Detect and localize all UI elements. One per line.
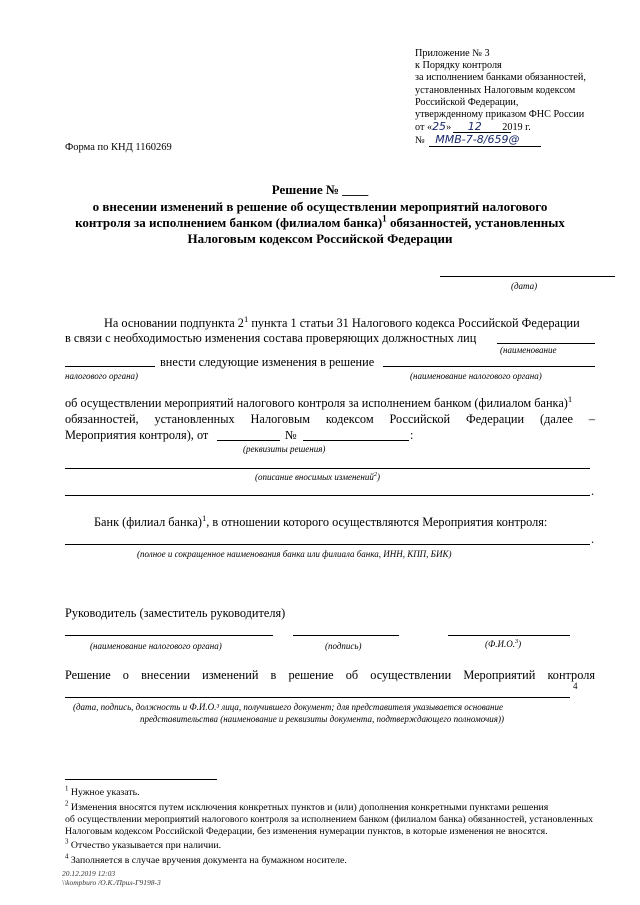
order-month-handwritten: 12 bbox=[467, 120, 482, 134]
caption-bank: (полное и сокращенное наименования банка или филиала банка, ИНН, КПП, БИК) bbox=[137, 549, 452, 559]
reason-text: в связи с необходимостью изменения состава проверяющих должностных лиц bbox=[65, 331, 477, 345]
form-code: Форма по КНД 1160269 bbox=[65, 142, 172, 153]
order-date-line: от «25» 12 2019 г. bbox=[415, 120, 531, 134]
ref-number-field-line[interactable] bbox=[303, 440, 409, 441]
appendix-line: установленных Налоговым кодексом bbox=[415, 84, 576, 96]
changes-field-line-2[interactable] bbox=[65, 495, 590, 496]
appendix-line: к Порядку контроля bbox=[415, 60, 502, 72]
fio-field-line[interactable] bbox=[448, 635, 570, 636]
print-stamp: 20.12.2019 12:03 \\kompburo /О.К./Прил-Г9198-3 bbox=[62, 869, 161, 887]
caption-signature: (подпись) bbox=[325, 641, 362, 651]
bank-label: Банк (филиал банка)$^1$, в отношении которого осуществляются Мероприятия контроля: bbox=[94, 512, 548, 529]
period-mark: . bbox=[591, 532, 595, 546]
appendix-line: за исполнением банками обязанностей, bbox=[415, 72, 586, 84]
p2-line: об осуществлении мероприятий налогового контроля за исполнением банком (филиалом банка)$^1$ bbox=[65, 393, 573, 410]
footnote: $^3$ Отчество указывается при наличии. bbox=[65, 838, 222, 851]
changes-field-line[interactable] bbox=[65, 468, 590, 469]
order-day-handwritten: 25 bbox=[432, 120, 447, 134]
receipt-sup: 4 bbox=[573, 681, 578, 691]
appendix-line: Приложение № 3 bbox=[415, 48, 490, 59]
footnote: $^4$ Заполняется в случае вручения документа на бумажном носителе. bbox=[65, 853, 347, 866]
tax-authority-field-line-cont[interactable] bbox=[65, 366, 155, 367]
p2-line: обязанностей, установленных Налоговым кодексом Российской Федерации (далее – bbox=[65, 412, 595, 426]
caption-name: (наименование bbox=[500, 345, 557, 355]
date-caption: (дата) bbox=[511, 281, 538, 291]
ref-date-field-line[interactable] bbox=[217, 440, 280, 441]
order-number-line: № ММВ-7-8/659@ bbox=[415, 134, 615, 148]
caption-receipt-2: представительства (наименование и реквизиты документа, подтверждающего полномочия)) bbox=[140, 714, 504, 724]
signature-field-line[interactable] bbox=[293, 635, 399, 636]
caption-head-org: (наименование налогового органа) bbox=[90, 641, 222, 651]
date-field-line[interactable] bbox=[440, 276, 615, 277]
order-number-handwritten: ММВ-7-8/659@ bbox=[435, 133, 520, 147]
appendix-line: утвержденному приказом ФНС России bbox=[415, 109, 585, 121]
title-line: о внесении изменений в решение об осуществлении мероприятий налогового bbox=[92, 199, 548, 214]
head-label: Руководитель (заместитель руководителя) bbox=[65, 606, 286, 620]
title-line: контроля за исполнением банком (филиалом банка)$^1$ обязанностей, установленных bbox=[75, 213, 565, 230]
appendix-line: Российской Федерации, bbox=[415, 96, 519, 108]
caption-org-right: (наименование налогового органа) bbox=[410, 371, 542, 381]
appendix-block bbox=[415, 48, 615, 148]
receipt-line: Решение о внесении изменений в решение об осуществлении Мероприятий контроля bbox=[65, 668, 595, 682]
period-mark: . bbox=[591, 484, 595, 498]
p2-colon: : bbox=[410, 428, 414, 442]
p2-line: Мероприятия контроля), от bbox=[65, 428, 209, 442]
decision-authority-field-line[interactable] bbox=[383, 366, 595, 367]
decision-title: Решение № ____ bbox=[271, 182, 369, 197]
order-year: 2019 г. bbox=[502, 122, 531, 134]
basis-text: На основании подпункта $2^1$ пункта 1 статьи 31 Налогового кодекса Российской Федерации bbox=[104, 313, 580, 330]
footnote: $^1$ Нужное указать. bbox=[65, 785, 140, 798]
bank-field-line[interactable] bbox=[65, 544, 590, 545]
caption-requisites: (реквизиты решения) bbox=[243, 444, 326, 454]
caption-org-left: налогового органа) bbox=[65, 371, 139, 381]
caption-fio: (Ф.И.О.$^3$) bbox=[485, 638, 522, 649]
footnote-separator bbox=[65, 779, 217, 780]
head-org-field-line[interactable] bbox=[65, 635, 273, 636]
title-line: Налоговым кодексом Российской Федерации bbox=[187, 231, 453, 246]
caption-changes: (описание вносимых изменений$^2$) bbox=[255, 471, 381, 482]
caption-receipt-1: (дата, подпись, должность и Ф.И.О.³ лица, получившего документ; для представителя указывается основание bbox=[73, 702, 504, 712]
footnote: $^2$ Изменения вносятся путем исключения конкретных пунктов и (или) дополнения конкретными пунктами решения об осуществлении мероприятий налогового контроля за исполнением банком (филиалом банка) обязанностей, установленных Налоговым кодексом Российской Федерации, без изменения нумерации пунктов, в которые изменения не вносятся. bbox=[65, 800, 594, 837]
receipt-field-line[interactable] bbox=[65, 697, 570, 698]
tax-authority-field-line[interactable] bbox=[497, 343, 595, 344]
p2-number-sign: № bbox=[285, 428, 297, 442]
changes-text: внести следующие изменения в решение bbox=[160, 355, 375, 369]
